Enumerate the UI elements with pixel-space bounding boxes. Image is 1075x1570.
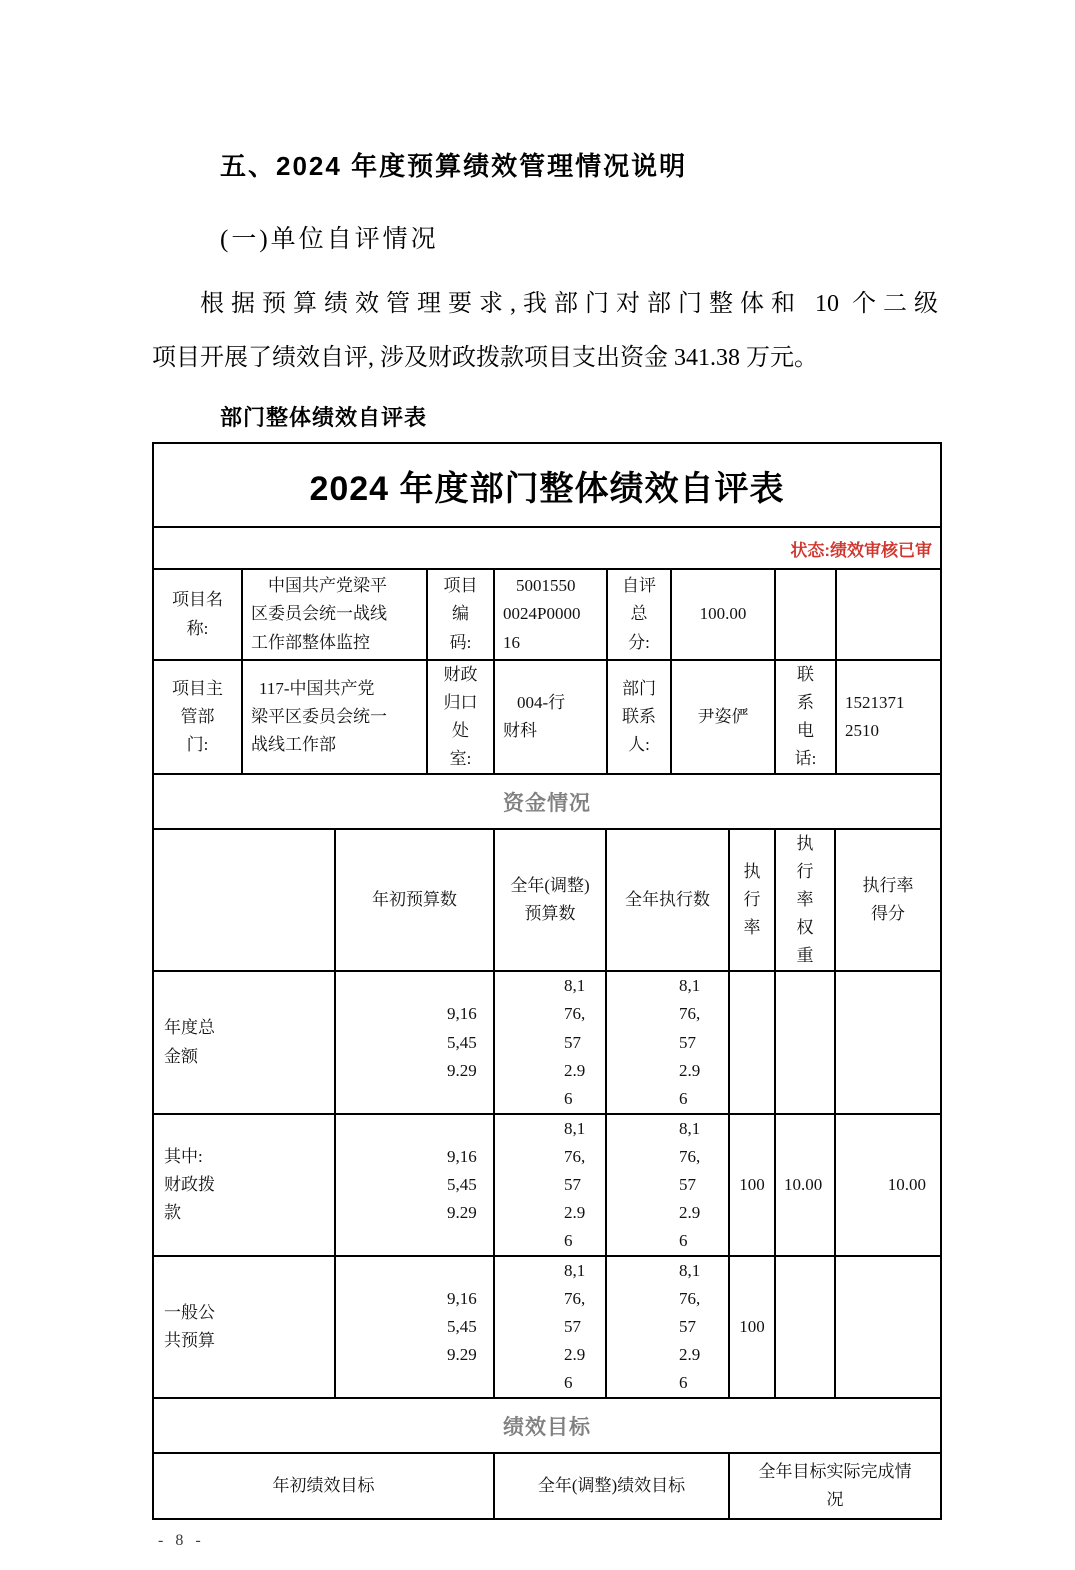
col-rate-weight: 执行率权重 bbox=[775, 830, 835, 971]
project-name-label: 项目名称: bbox=[154, 570, 242, 660]
phone-label: 联系电话: bbox=[775, 660, 836, 773]
contact-value: 尹姿俨 bbox=[671, 660, 775, 773]
empty-cell bbox=[775, 570, 836, 660]
exec-rate-value bbox=[729, 971, 775, 1113]
table-row bbox=[154, 660, 940, 773]
funding-section-header: 资金情况 bbox=[154, 773, 940, 830]
exec-rate-value: 100 bbox=[729, 1256, 775, 1397]
rate-score-value: 10.00 bbox=[835, 1114, 940, 1256]
sheet-title: 2024 年度部门整体绩效自评表 bbox=[154, 444, 940, 528]
table-row bbox=[154, 570, 940, 660]
project-name-value: 中国共产党梁平区委员会统一战线工作部整体监控 bbox=[242, 570, 427, 660]
col-adjusted-budget: 全年(调整)预算数 bbox=[494, 830, 606, 971]
empty-header-cell bbox=[154, 830, 335, 971]
executed-value: 8,176,572.96 bbox=[606, 1256, 729, 1397]
self-score-label: 自评总分: bbox=[607, 570, 671, 660]
rate-score-value bbox=[835, 1256, 940, 1397]
rate-weight-value: 10.00 bbox=[775, 1114, 835, 1256]
goals-header-row bbox=[154, 1454, 940, 1518]
executed-value: 8,176,572.96 bbox=[606, 971, 729, 1113]
dept-value: 117-中国共产党梁平区委员会统一战线工作部 bbox=[242, 660, 427, 773]
status-badge: 状态:绩效审核已审 bbox=[790, 540, 932, 560]
paragraph-line: 项目开展了绩效自评, 涉及财政拨款项目支出资金 341.38 万元。 bbox=[152, 345, 818, 371]
funding-row-public-budget bbox=[154, 1256, 940, 1397]
row-label: 其中:财政拨款 bbox=[154, 1114, 335, 1256]
project-code-label: 项目编码: bbox=[427, 570, 494, 660]
section-heading: 五、2024 年度预算绩效管理情况说明 bbox=[220, 151, 688, 181]
initial-budget-value: 9,165,459.29 bbox=[335, 1256, 494, 1397]
finance-office-label: 财政归口处室: bbox=[427, 660, 494, 773]
goals-table bbox=[154, 1454, 940, 1518]
col-adjusted-goal: 全年(调整)绩效目标 bbox=[494, 1454, 729, 1518]
goals-section-header: 绩效目标 bbox=[154, 1397, 940, 1454]
col-initial-goal: 年初绩效目标 bbox=[154, 1454, 494, 1518]
dept-label: 项目主管部门: bbox=[154, 660, 242, 773]
row-label: 年度总金额 bbox=[154, 971, 335, 1113]
rate-score-value bbox=[835, 971, 940, 1113]
adjusted-budget-value: 8,176,572.96 bbox=[494, 971, 606, 1113]
self-score-value: 100.00 bbox=[671, 570, 775, 660]
contact-label: 部门联系人: bbox=[607, 660, 671, 773]
rate-weight-value bbox=[775, 1256, 835, 1397]
col-executed: 全年执行数 bbox=[606, 830, 729, 971]
table-caption: 部门整体绩效自评表 bbox=[220, 405, 428, 430]
row-label: 一般公共预算 bbox=[154, 1256, 335, 1397]
col-exec-rate: 执行率 bbox=[729, 830, 775, 971]
initial-budget-value: 9,165,459.29 bbox=[335, 1114, 494, 1256]
funding-table bbox=[154, 830, 940, 1397]
project-code-value: 50015500024P000016 bbox=[494, 570, 607, 660]
col-initial-budget: 年初预算数 bbox=[335, 830, 494, 971]
col-rate-score: 执行率得分 bbox=[835, 830, 940, 971]
body-paragraph bbox=[152, 277, 938, 385]
adjusted-budget-value: 8,176,572.96 bbox=[494, 1256, 606, 1397]
paragraph-line: 根据预算绩效管理要求,我部门对部门整体和 10 个二级 bbox=[200, 291, 938, 317]
executed-value: 8,176,572.96 bbox=[606, 1114, 729, 1256]
funding-row-total bbox=[154, 971, 940, 1113]
page-number: - 8 - bbox=[158, 1532, 205, 1550]
project-info-table bbox=[154, 570, 940, 773]
adjusted-budget-value: 8,176,572.96 bbox=[494, 1114, 606, 1256]
initial-budget-value: 9,165,459.29 bbox=[335, 971, 494, 1113]
phone-value: 15213712510 bbox=[836, 660, 940, 773]
funding-header-row bbox=[154, 830, 940, 971]
finance-office-value: 004-行财科 bbox=[494, 660, 607, 773]
empty-cell bbox=[836, 570, 940, 660]
col-actual-completion: 全年目标实际完成情况 bbox=[729, 1454, 940, 1518]
funding-row-fiscal bbox=[154, 1114, 940, 1256]
exec-rate-value: 100 bbox=[729, 1114, 775, 1256]
self-evaluation-sheet bbox=[152, 442, 942, 1520]
status-row bbox=[154, 528, 940, 570]
subsection-heading: (一)单位自评情况 bbox=[220, 226, 439, 253]
rate-weight-value bbox=[775, 971, 835, 1113]
